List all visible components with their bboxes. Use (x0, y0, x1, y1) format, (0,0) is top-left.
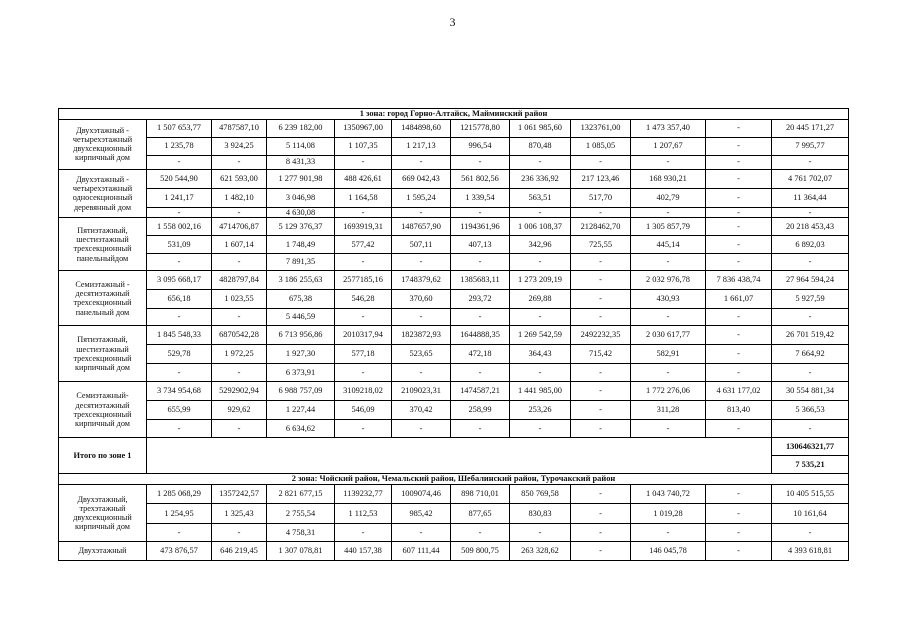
table-cell: - (772, 207, 849, 218)
table-cell: 1 019,28 (631, 503, 706, 523)
table-cell: - (706, 364, 772, 382)
table-cell: 10 161,64 (772, 503, 849, 523)
table-cell: - (706, 137, 772, 155)
table-cell: 2 032 976,78 (631, 271, 706, 290)
table-cell: 2128462,70 (571, 218, 631, 236)
table-cell: 1 325,43 (212, 503, 267, 523)
table-cell: - (631, 155, 706, 169)
table-cell: - (571, 382, 631, 401)
table-cell: - (706, 345, 772, 364)
table-cell: 3 046,98 (267, 188, 335, 207)
table-cell: - (772, 420, 849, 438)
table-cell: - (706, 484, 772, 503)
table-cell: 1 023,55 (212, 290, 267, 309)
table-cell: - (706, 169, 772, 188)
table-cell: 27 964 594,24 (772, 271, 849, 290)
table-cell: - (571, 364, 631, 382)
table-cell: 1 595,24 (392, 188, 451, 207)
table-cell: 7 995,77 (772, 137, 849, 155)
empty-cell (147, 438, 772, 474)
table-cell: - (335, 523, 392, 541)
table-cell: 1 207,67 (631, 137, 706, 155)
table-cell: 364,43 (510, 345, 571, 364)
table-cell: 646 219,45 (212, 541, 267, 560)
table-cell: - (212, 523, 267, 541)
table-cell: 488 426,61 (335, 169, 392, 188)
table-cell: - (392, 420, 451, 438)
table-cell: 1 235,78 (147, 137, 212, 155)
table-cell: 263 328,62 (510, 541, 571, 560)
table-cell: 850 769,58 (510, 484, 571, 503)
table-row (59, 254, 849, 271)
table-cell: 1 285 068,29 (147, 484, 212, 503)
table-cell: 3 095 668,17 (147, 271, 212, 290)
table-cell: 2 030 617,77 (631, 326, 706, 345)
table-cell: 293,72 (451, 290, 510, 309)
table-row (59, 119, 849, 137)
table-row (59, 169, 849, 188)
table-cell: 929,62 (212, 401, 267, 420)
table-cell: 6 892,03 (772, 236, 849, 254)
table-cell: - (212, 309, 267, 326)
table-row (59, 207, 849, 218)
table-cell: 146 045,78 (631, 541, 706, 560)
building-type-label: Двухэтажный (59, 541, 147, 560)
table-cell: - (706, 309, 772, 326)
table-cell: 1484898,60 (392, 119, 451, 137)
table-cell: - (571, 207, 631, 218)
table-cell: - (147, 364, 212, 382)
table-cell: 6 634,62 (267, 420, 335, 438)
table-cell: 5292902,94 (212, 382, 267, 401)
table-cell: 1644888,35 (451, 326, 510, 345)
table-cell: - (147, 523, 212, 541)
table-cell: 725,55 (571, 236, 631, 254)
table-cell: - (451, 364, 510, 382)
table-cell: 1474587,21 (451, 382, 510, 401)
table-cell: 5 446,59 (267, 309, 335, 326)
table-cell: 1 927,30 (267, 345, 335, 364)
table-cell: 1385683,11 (451, 271, 510, 290)
table-cell: - (510, 155, 571, 169)
table-row (59, 271, 849, 290)
table-cell: - (451, 207, 510, 218)
table-cell: 2 821 677,15 (267, 484, 335, 503)
building-type-label: Двухэтажный, трехэтажный двухсекционный кирпичный дом (59, 484, 147, 541)
table-cell: 4 758,31 (267, 523, 335, 541)
table-row (59, 484, 849, 503)
table-cell: - (706, 188, 772, 207)
table-cell: 1 217,13 (392, 137, 451, 155)
table-cell: 996,54 (451, 137, 510, 155)
table-cell: 517,70 (571, 188, 631, 207)
table-cell: 370,60 (392, 290, 451, 309)
table-cell: 6 713 956,86 (267, 326, 335, 345)
table-row (59, 523, 849, 541)
table-row (59, 137, 849, 155)
table-cell: - (451, 420, 510, 438)
building-type-label: Семиэтажный - десятиэтажный трехсекционный панельный дом (59, 271, 147, 326)
table-cell: - (571, 420, 631, 438)
table-cell: - (571, 254, 631, 271)
table-cell: 20 218 453,43 (772, 218, 849, 236)
table-cell: - (147, 207, 212, 218)
table-cell: - (212, 254, 267, 271)
table-cell: 1 085,05 (571, 137, 631, 155)
table-row (59, 290, 849, 309)
table-cell: 4714706,87 (212, 218, 267, 236)
zone-total-value: 130646321,77 (772, 438, 849, 456)
table-cell: 1823872,93 (392, 326, 451, 345)
table-cell: 1 305 857,79 (631, 218, 706, 236)
table-cell: 10 405 515,55 (772, 484, 849, 503)
table-cell: 6870542,28 (212, 326, 267, 345)
table-row (59, 345, 849, 364)
table-row (59, 541, 849, 560)
table-cell: 26 701 519,42 (772, 326, 849, 345)
table-cell: 1 227,44 (267, 401, 335, 420)
table-cell: - (335, 309, 392, 326)
table-cell: 1 441 985,00 (510, 382, 571, 401)
table-row (59, 503, 849, 523)
table-cell: 1 339,54 (451, 188, 510, 207)
table-cell: - (706, 119, 772, 137)
table-cell: - (392, 309, 451, 326)
table-cell: 509 800,75 (451, 541, 510, 560)
table-cell: 870,48 (510, 137, 571, 155)
table-cell: 1 845 548,33 (147, 326, 212, 345)
table-cell: - (392, 155, 451, 169)
table-row (59, 218, 849, 236)
table-cell: 7 891,35 (267, 254, 335, 271)
table-cell: - (571, 541, 631, 560)
table-cell: 6 988 757,09 (267, 382, 335, 401)
table-cell: - (706, 236, 772, 254)
table-cell: 577,42 (335, 236, 392, 254)
building-type-label: Пятиэтажный, шестиэтажный трехсекционный кирпичный дом (59, 326, 147, 382)
table-cell: - (335, 155, 392, 169)
table-cell: 1 607,14 (212, 236, 267, 254)
table-row (59, 155, 849, 169)
table-cell: 1 112,53 (335, 503, 392, 523)
table-cell: 5 366,53 (772, 401, 849, 420)
table-cell: 472,18 (451, 345, 510, 364)
table-cell: 546,09 (335, 401, 392, 420)
table-cell: - (706, 523, 772, 541)
table-cell: - (706, 326, 772, 345)
table-cell: 30 554 881,34 (772, 382, 849, 401)
table-cell: 656,18 (147, 290, 212, 309)
table-cell: 168 930,21 (631, 169, 706, 188)
table-cell: - (451, 155, 510, 169)
table-cell: 473 876,57 (147, 541, 212, 560)
table-cell: - (631, 523, 706, 541)
table-cell: 1 661,07 (706, 290, 772, 309)
table-cell: - (392, 364, 451, 382)
table-cell: 675,38 (267, 290, 335, 309)
table-cell: - (451, 254, 510, 271)
table-cell: 253,26 (510, 401, 571, 420)
table-cell: - (335, 207, 392, 218)
table-cell: - (571, 503, 631, 523)
table-cell: 1357242,57 (212, 484, 267, 503)
table-cell: 1 748,49 (267, 236, 335, 254)
table-row (59, 420, 849, 438)
table-cell: 1 006 108,37 (510, 218, 571, 236)
table-cell: - (772, 254, 849, 271)
table-cell: - (212, 207, 267, 218)
table-row (59, 382, 849, 401)
table-cell: 1 273 209,19 (510, 271, 571, 290)
table-cell: - (631, 207, 706, 218)
table-cell: - (212, 364, 267, 382)
table-cell: 1 107,35 (335, 137, 392, 155)
table-cell: - (571, 401, 631, 420)
table-cell: 311,28 (631, 401, 706, 420)
table-cell: 5 129 376,37 (267, 218, 335, 236)
table-cell: - (392, 207, 451, 218)
table-cell: 3 924,25 (212, 137, 267, 155)
table-cell: - (147, 420, 212, 438)
table-cell: 520 544,90 (147, 169, 212, 188)
table-cell: - (147, 309, 212, 326)
table-cell: - (706, 420, 772, 438)
table-row (59, 401, 849, 420)
table-cell: - (571, 155, 631, 169)
table-cell: - (335, 364, 392, 382)
table-cell: - (212, 420, 267, 438)
building-type-label: Семиэтажный-десятиэтажный трехсекционный кирпичный дом (59, 382, 147, 438)
table-cell: 11 364,44 (772, 188, 849, 207)
total-row (59, 438, 849, 456)
table-cell: 4 630,08 (267, 207, 335, 218)
table-cell: - (706, 218, 772, 236)
table-cell: 1 307 078,81 (267, 541, 335, 560)
table-cell: 563,51 (510, 188, 571, 207)
table-cell: 531,09 (147, 236, 212, 254)
table-cell: 1350967,00 (335, 119, 392, 137)
table-cell: - (706, 503, 772, 523)
table-cell: 1 507 653,77 (147, 119, 212, 137)
table-cell: 4 761 702,07 (772, 169, 849, 188)
table-cell: 1 473 357,40 (631, 119, 706, 137)
table-cell: 430,93 (631, 290, 706, 309)
table-cell: 1693919,31 (335, 218, 392, 236)
table-cell: - (706, 541, 772, 560)
table-cell: 3 186 255,63 (267, 271, 335, 290)
table-cell: - (631, 364, 706, 382)
table-cell: 607 111,44 (392, 541, 451, 560)
table-cell: 342,96 (510, 236, 571, 254)
table-cell: - (212, 155, 267, 169)
table-cell: 236 336,92 (510, 169, 571, 188)
zone-total-value: 7 535,21 (772, 456, 849, 474)
table-cell: - (631, 254, 706, 271)
table-cell: 1748379,62 (392, 271, 451, 290)
table-cell: 7 836 438,74 (706, 271, 772, 290)
table-cell: - (510, 309, 571, 326)
table-cell: 5 114,08 (267, 137, 335, 155)
table-cell: 445,14 (631, 236, 706, 254)
table-cell: 577,18 (335, 345, 392, 364)
table-cell: 1 972,25 (212, 345, 267, 364)
table-cell: 523,65 (392, 345, 451, 364)
table-cell: 830,83 (510, 503, 571, 523)
table-cell: - (335, 420, 392, 438)
table-cell: 1 558 002,16 (147, 218, 212, 236)
table-row (59, 188, 849, 207)
table-cell: - (772, 155, 849, 169)
table-cell: - (772, 364, 849, 382)
table-cell: - (451, 309, 510, 326)
table-cell: 1 241,17 (147, 188, 212, 207)
table-cell: - (147, 254, 212, 271)
table-cell: 3 734 954,68 (147, 382, 212, 401)
table-cell: 8 431,33 (267, 155, 335, 169)
table-cell: 5 927,59 (772, 290, 849, 309)
table-row (59, 326, 849, 345)
table-cell: 655,99 (147, 401, 212, 420)
table-cell: - (510, 364, 571, 382)
table-cell: 529,78 (147, 345, 212, 364)
table-cell: - (571, 484, 631, 503)
table-cell: 1487657,90 (392, 218, 451, 236)
table-cell: 877,65 (451, 503, 510, 523)
table-cell: 4787587,10 (212, 119, 267, 137)
cost-table (58, 108, 849, 561)
table-cell: 3109218,02 (335, 382, 392, 401)
table-cell: 258,99 (451, 401, 510, 420)
table-cell: 4 631 177,02 (706, 382, 772, 401)
table-row (59, 236, 849, 254)
table-cell: 621 593,00 (212, 169, 267, 188)
table-cell: 1 254,95 (147, 503, 212, 523)
table-cell: - (510, 523, 571, 541)
table-cell: 561 802,56 (451, 169, 510, 188)
table-cell: - (147, 155, 212, 169)
table-cell: 898 710,01 (451, 484, 510, 503)
table-cell: - (571, 309, 631, 326)
page-number: 3 (449, 15, 456, 29)
table-cell: 6 373,91 (267, 364, 335, 382)
table-cell: 20 445 171,27 (772, 119, 849, 137)
table-cell: 1 772 276,06 (631, 382, 706, 401)
table-cell: - (510, 254, 571, 271)
table-cell: 1139232,77 (335, 484, 392, 503)
table-cell: 1 269 542,59 (510, 326, 571, 345)
table-cell: 582,91 (631, 345, 706, 364)
table-cell: 440 157,38 (335, 541, 392, 560)
table-cell: - (631, 309, 706, 326)
table-cell: 2010317,94 (335, 326, 392, 345)
table-cell: 7 664,92 (772, 345, 849, 364)
table-cell: 985,42 (392, 503, 451, 523)
table-cell: 4828797,84 (212, 271, 267, 290)
table-cell: 269,88 (510, 290, 571, 309)
table-cell: 546,28 (335, 290, 392, 309)
table-cell: - (706, 207, 772, 218)
table-cell: 715,42 (571, 345, 631, 364)
table-cell: - (510, 420, 571, 438)
table-cell: - (335, 254, 392, 271)
zone-header-row (59, 109, 849, 120)
table-cell: - (631, 420, 706, 438)
table-cell: 813,40 (706, 401, 772, 420)
table-cell: 402,79 (631, 188, 706, 207)
table-cell: 1009074,46 (392, 484, 451, 503)
table-cell: 407,13 (451, 236, 510, 254)
table-body (59, 109, 849, 561)
table-cell: 1215778,80 (451, 119, 510, 137)
table-cell: 2109023,31 (392, 382, 451, 401)
table-cell: 370,42 (392, 401, 451, 420)
table-cell: - (706, 254, 772, 271)
building-type-label: Пятиэтажный, шестиэтажный трехсекционный панельныйдом (59, 218, 147, 271)
zone-total-label: Итого по зоне 1 (59, 438, 147, 474)
table-cell: 1 277 901,98 (267, 169, 335, 188)
building-type-label: Двухэтажный - четырехэтажный двухсекционный кирпичный дом (59, 119, 147, 169)
zone-header: 1 зона: город Горно-Алтайск, Майминский район (59, 109, 849, 120)
table-cell: - (772, 523, 849, 541)
table-cell: - (571, 523, 631, 541)
table-cell: - (706, 155, 772, 169)
table-row (59, 364, 849, 382)
table-cell: 1 482,10 (212, 188, 267, 207)
table-cell: 669 042,43 (392, 169, 451, 188)
table-cell: - (451, 523, 510, 541)
table-cell: 217 123,46 (571, 169, 631, 188)
table-cell: - (392, 523, 451, 541)
zone-header-row (59, 474, 849, 485)
table-cell: 2577185,16 (335, 271, 392, 290)
table-cell: - (772, 309, 849, 326)
table-cell: 2 755,54 (267, 503, 335, 523)
table-cell: 1194361,96 (451, 218, 510, 236)
table-cell: 1 164,58 (335, 188, 392, 207)
table-cell: 1 043 740,72 (631, 484, 706, 503)
zone-header: 2 зона: Чойский район, Чемальский район, Шебалинский район, Турочакский район (59, 474, 849, 485)
table-row (59, 309, 849, 326)
table-cell: 6 239 182,00 (267, 119, 335, 137)
building-type-label: Двухэтажный - четырехэтажный односекционный деревянный дом (59, 169, 147, 218)
table-cell: - (571, 271, 631, 290)
table-cell: - (571, 290, 631, 309)
table-cell: 1323761,00 (571, 119, 631, 137)
table-cell: 1 061 985,60 (510, 119, 571, 137)
table-cell: 507,11 (392, 236, 451, 254)
table-cell: 4 393 618,81 (772, 541, 849, 560)
table-cell: - (510, 207, 571, 218)
table-cell: - (392, 254, 451, 271)
table-cell: 2492232,35 (571, 326, 631, 345)
